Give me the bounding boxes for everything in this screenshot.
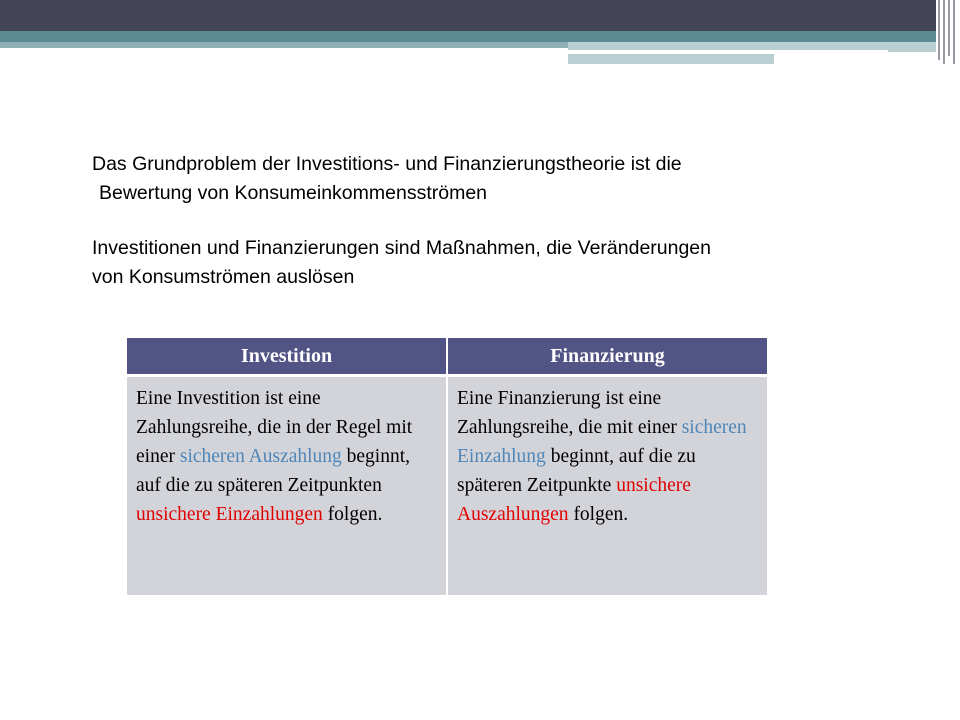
- header-divider-line: [568, 50, 888, 52]
- text: Eine Investition ist eine Zahlungsreihe, die in der Regel mit einer: [136, 388, 413, 467]
- cell-finanzierung: [447, 376, 767, 596]
- intro-line-1: Das Grundproblem der Investitions- und Finanzierungstheorie ist die: [92, 153, 682, 175]
- table-row: [127, 376, 767, 596]
- comparison-table: [127, 338, 767, 595]
- intro-line-2: Bewertung von Konsumeinkommensströmen: [99, 182, 488, 204]
- header-bar: [0, 0, 936, 31]
- intro-line-4: von Konsumströmen auslösen: [92, 266, 355, 288]
- intro-paragraph-1: [92, 150, 682, 208]
- highlight-unsichere-auszahlungen: unsichere Auszahlungen: [457, 475, 691, 525]
- highlight-sichere-auszahlung: sicheren Auszahlung: [179, 446, 342, 467]
- highlight-sichere-einzahlung: sicheren Einzahlung: [457, 417, 747, 467]
- cell-investition: [127, 376, 447, 596]
- header-accent-bar-lower: [0, 42, 568, 48]
- header-light-bar-short: [568, 54, 774, 64]
- text: folgen.: [322, 504, 383, 525]
- text: beginnt, auf die zu späteren Zeitpunkte: [457, 446, 696, 496]
- intro-line-3: Investitionen und Finanzierungen sind Maßnahmen, die Veränderungen: [92, 237, 712, 259]
- table-header-row: [127, 338, 767, 376]
- header-investition: Investition: [127, 338, 447, 376]
- header-finanzierung: Finanzierung: [447, 338, 767, 376]
- text: folgen.: [568, 504, 629, 525]
- text: Eine Finanzierung ist eine Zahlungsreihe, die mit einer: [457, 388, 682, 438]
- intro-paragraph-2: [92, 234, 711, 292]
- text: beginnt, auf die zu späteren Zeitpunkten: [136, 446, 411, 496]
- corner-decoration: [936, 0, 960, 64]
- highlight-unsichere-einzahlungen: unsichere Einzahlungen: [136, 504, 323, 525]
- header-accent-bar: [0, 31, 936, 42]
